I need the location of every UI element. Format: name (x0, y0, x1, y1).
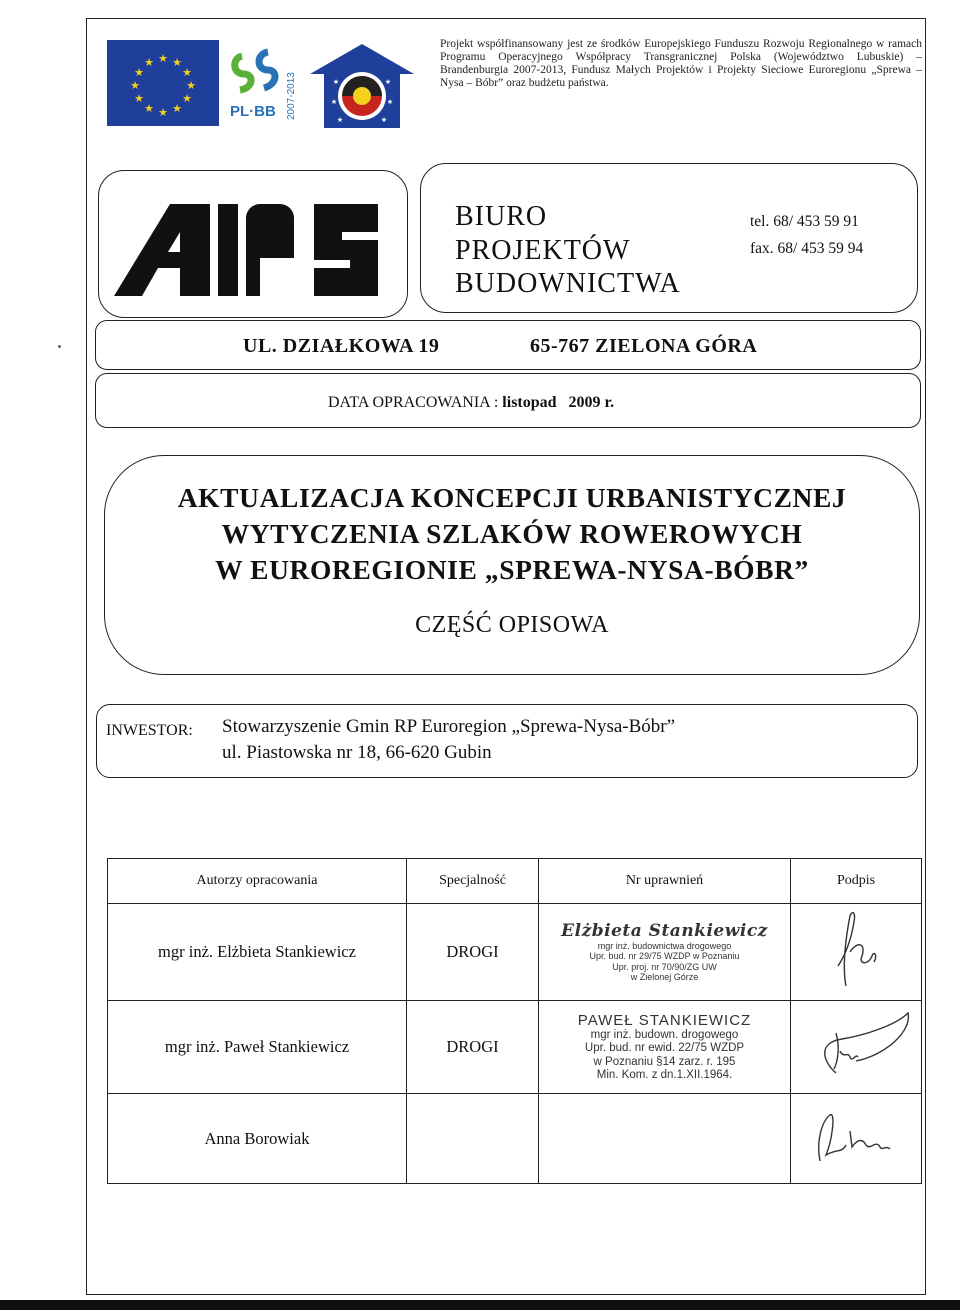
contact-block (750, 208, 863, 262)
svg-text:★: ★ (332, 78, 340, 86)
stamp-line: mgr inż. budown. drogowego (590, 1029, 739, 1042)
date-year: 2009 r. (568, 394, 615, 411)
investor-address: ul. Piastowska nr 18, 66-620 Gubin (222, 742, 492, 763)
license-stamp (539, 904, 791, 1001)
address-box (95, 320, 921, 370)
stamp-line: Min. Kom. z dn.1.XII.1964. (596, 1068, 733, 1081)
signature-image (796, 1003, 916, 1087)
svg-text:PL·BB: PL·BB (230, 103, 276, 120)
company-fax: fax. 68/ 453 59 94 (750, 240, 864, 258)
svg-text:★: ★ (186, 79, 196, 92)
date-month: listopad (502, 394, 557, 411)
title-line: AKTUALIZACJA KONCEPCJI URBANISTYCZNEJ (177, 482, 847, 513)
svg-text:★: ★ (158, 106, 168, 119)
svg-text:★: ★ (172, 56, 182, 69)
stamp-line: w Poznaniu §14 zarz. r. 195 (593, 1055, 736, 1068)
svg-text:★: ★ (330, 98, 338, 106)
svg-text:★: ★ (380, 116, 388, 124)
investor-name: Stowarzyszenie Gmin RP Euroregion „Sprewa-Nysa-Bóbr” (222, 716, 676, 737)
author-name: mgr inż. Paweł Stankiewicz (108, 1001, 407, 1094)
date-label: DATA OPRACOWANIA : (328, 394, 503, 411)
title-line: WYTYCZENIA SZLAKÓW ROWEROWYCH (221, 517, 803, 549)
company-name-line: PROJEKTÓW (455, 234, 631, 266)
svg-text:★: ★ (144, 102, 154, 115)
margin-speck (58, 345, 61, 348)
date-line (328, 394, 614, 412)
author-name: mgr inż. Elżbieta Stankiewicz (108, 904, 407, 1001)
svg-text:★: ★ (144, 56, 154, 69)
investor-label: INWESTOR: (106, 722, 193, 739)
aps-logo (110, 198, 400, 298)
signature-cell (791, 1094, 922, 1184)
svg-text:★: ★ (134, 92, 144, 105)
plbb-logo (228, 44, 300, 124)
signature-cell (791, 1001, 922, 1094)
signature-image (816, 906, 896, 994)
euroregion-logo (310, 44, 414, 128)
stamp-name: PAWEŁ STANKIEWICZ (577, 1011, 752, 1029)
stamp-line: Upr. proj. nr 70/90/ZG UW (612, 961, 717, 972)
stamp-line: Upr. bud. nr ewid. 22/75 WZDP (584, 1042, 745, 1055)
svg-text:★: ★ (158, 52, 168, 65)
svg-text:★: ★ (182, 92, 192, 105)
header-license: Nr uprawnień (539, 859, 791, 904)
author-name: Anna Borowiak (108, 1094, 407, 1184)
table-header-row (108, 859, 922, 904)
company-city: 65-767 ZIELONA GÓRA (530, 335, 758, 357)
license-stamp (539, 1094, 791, 1184)
header-specialty: Specjalność (407, 859, 539, 904)
signature-cell (791, 904, 922, 1001)
svg-text:★: ★ (182, 66, 192, 79)
header-authors: Autorzy opracowania (108, 859, 407, 904)
svg-text:★: ★ (134, 66, 144, 79)
author-specialty: DROGI (407, 1001, 539, 1094)
svg-text:★: ★ (130, 79, 140, 92)
svg-text:★: ★ (172, 102, 182, 115)
license-stamp (539, 1001, 791, 1094)
document-subtitle: CZĘŚĆ OPISOWA (415, 612, 609, 638)
stamp-name: Elżbieta Stankiewicz (561, 920, 768, 941)
eu-flag-logo (107, 40, 219, 126)
company-name-line: BUDOWNICTWA (455, 268, 681, 300)
header-signature: Podpis (791, 859, 922, 904)
document-title (104, 480, 920, 587)
company-name-line: BIURO (455, 201, 548, 232)
stamp-line: mgr inż. budownictwa drogowego (597, 941, 732, 952)
stamp-line: w Zielonej Górze (630, 972, 699, 983)
company-street: UL. DZIAŁKOWA 19 (243, 335, 440, 357)
scan-bottom-edge (0, 1300, 960, 1310)
author-specialty (407, 1094, 539, 1184)
company-tel: tel. 68/ 453 59 91 (750, 213, 859, 230)
signature-image (806, 1101, 906, 1171)
table-row (108, 1094, 922, 1184)
author-specialty: DROGI (407, 904, 539, 1001)
table-row (108, 1001, 922, 1094)
company-name (455, 200, 681, 301)
table-row (108, 904, 922, 1001)
authors-table (107, 858, 922, 1184)
svg-text:★: ★ (386, 98, 394, 106)
svg-text:★: ★ (384, 78, 392, 86)
stamp-line: Upr. bud. nr 29/75 WZDP w Poznaniu (589, 951, 740, 962)
svg-text:★: ★ (336, 116, 344, 124)
title-line: W EUROREGIONIE „SPREWA-NYSA-BÓBR” (215, 553, 809, 585)
funding-note: Projekt współfinansowany jest ze środków Europejskiego Funduszu Rozwoju Regionalnego w ramach Programu Operacyjnego Współpracy Transgranicznej Polska (Województwo Lubuskie) – Brandenburgia 2007-2013, Fundusz Małych Projektów i Projekty Sieciowe Euroregionu „Sprewa – Nysa – Bóbr” oraz budżetu państwa. (440, 38, 922, 89)
svg-text:2007-2013: 2007-2013 (286, 72, 297, 120)
